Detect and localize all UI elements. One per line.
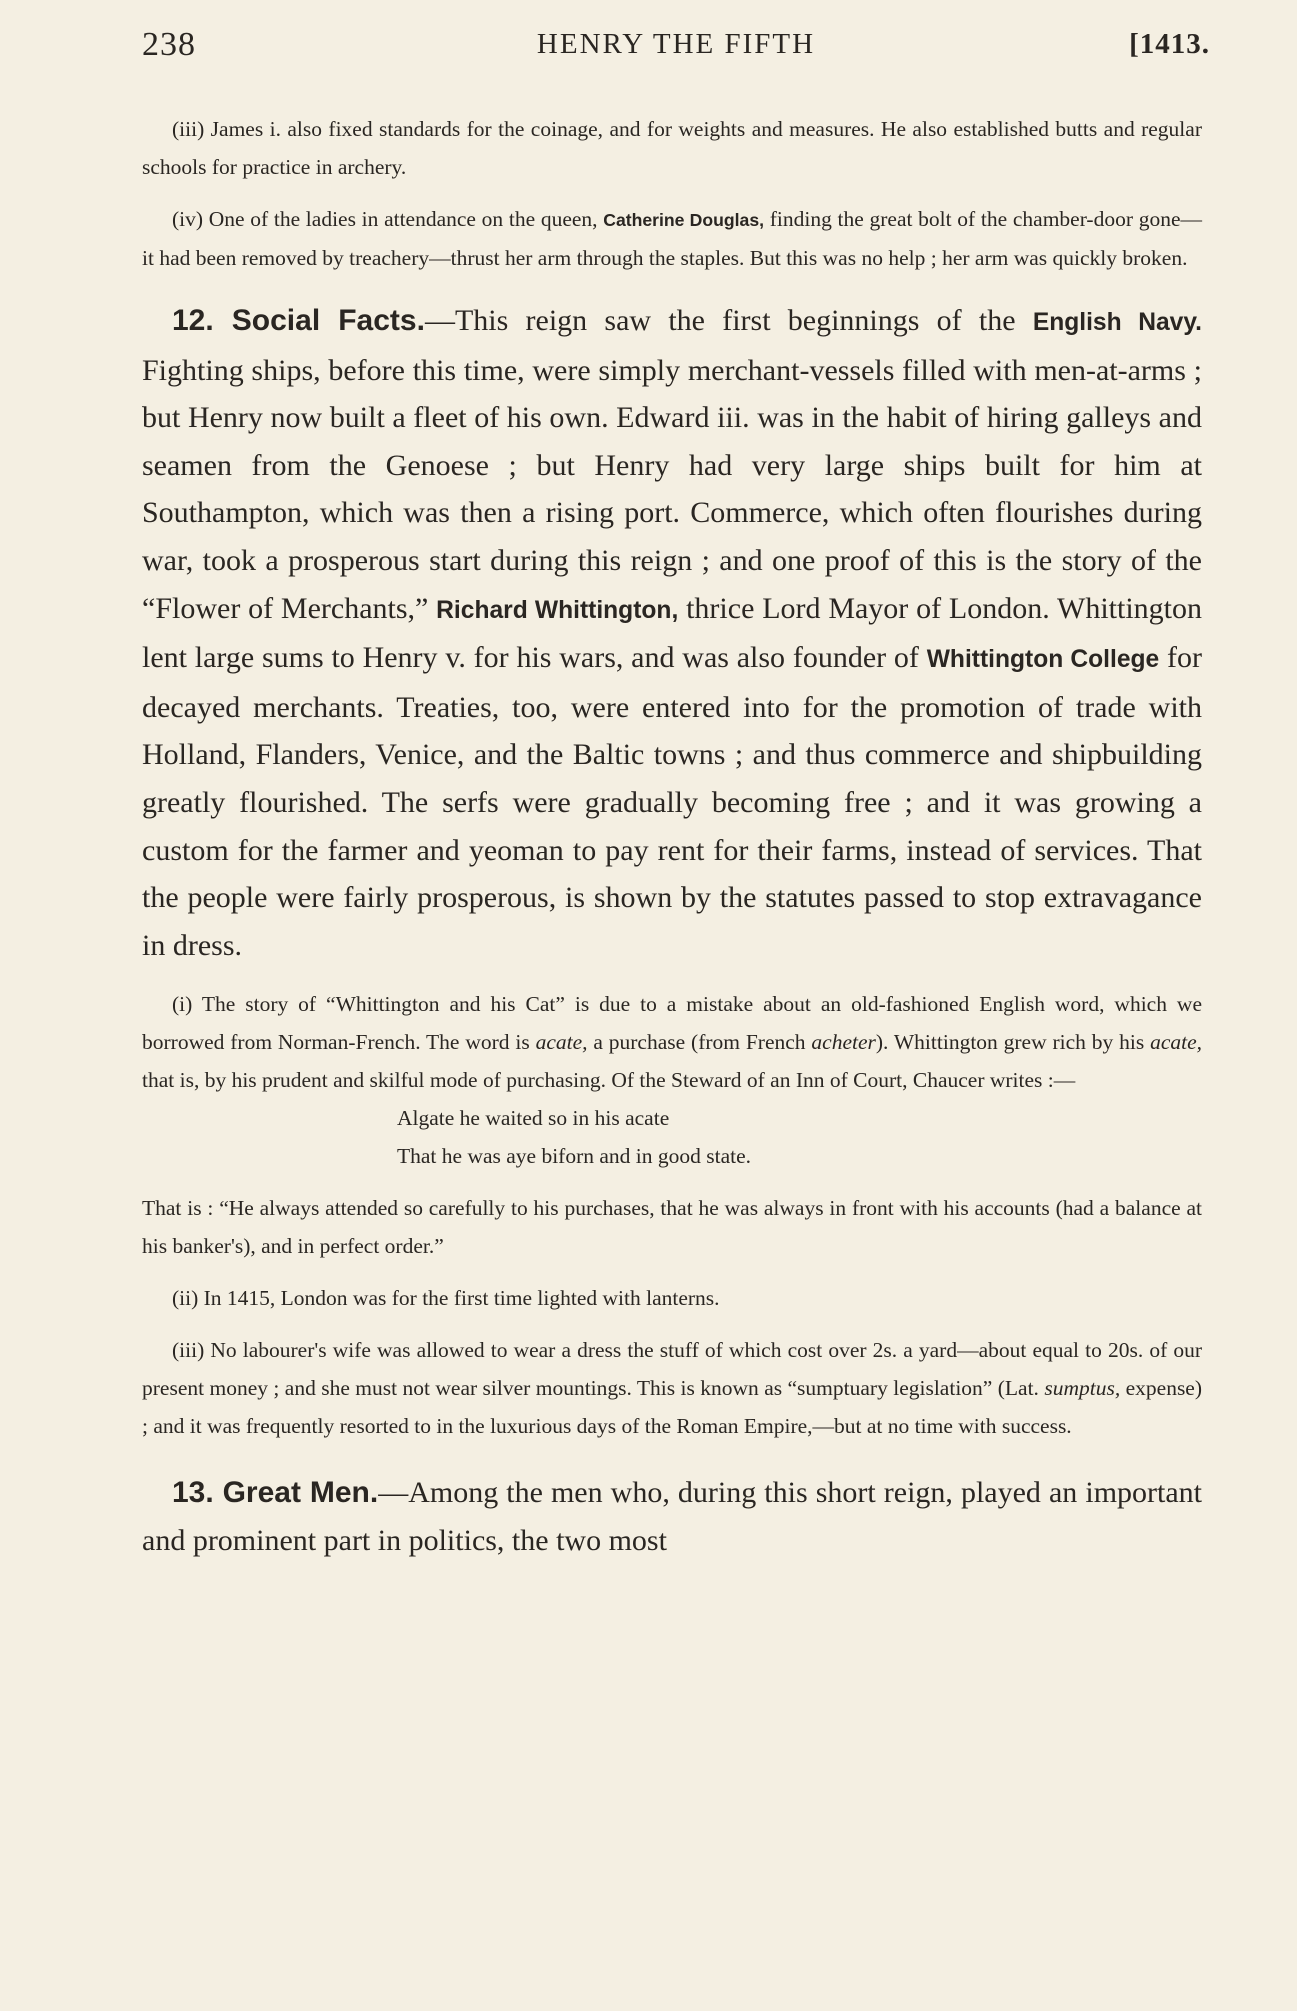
note-i-text-d: that is, by his prudent and skilful mode of purchasing. Of the Steward of an Inn of Court, Chaucer writes :— xyxy=(142,1068,1076,1093)
note-i-text-a: (i) The story of “Whittington and his Cat” is due to a mistake about an old-fashioned English word, which we borrowed from Norman-French. The word is xyxy=(142,992,1202,1055)
running-title: HENRY THE FIFTH xyxy=(536,28,816,60)
section-12-text-3: thrice Lord Mayor of London. Whittington lent large sums to Henry v. for his wars, and was also founder of xyxy=(142,591,1202,675)
chaucer-verse-line-2: That he was aye biforn and in good state. xyxy=(397,1144,752,1169)
name-catherine-douglas: Catherine Douglas, xyxy=(603,210,765,230)
note-sumptuary xyxy=(142,1331,1202,1445)
word-acate-2: acate, xyxy=(1150,1030,1203,1055)
note-iii-text-b: expense) ; and it was frequently resorted to in the luxurious days of the Roman Empire,—but at no time with success. xyxy=(142,1376,1203,1439)
term-english-navy: English Navy. xyxy=(1032,309,1203,336)
chaucer-verse-line-1: Algate he waited so in his acate xyxy=(397,1106,670,1131)
note-iv-text-b: finding the great bolt of the chamber-door gone—it had been removed by treachery—thrust her arm through the staples. But this was no help ; her arm was quickly broken. xyxy=(142,207,1202,270)
note-whittington-cat xyxy=(142,985,1202,1099)
note-iii-text: (iii) James i. also fixed standards for the coinage, and for weights and measures. He also established butts and regular schools for practice in archery. xyxy=(142,117,1202,179)
section-12-text-1: —This reign saw the first beginnings of the xyxy=(424,304,1016,337)
section-12-heading: 12. Social Facts. xyxy=(172,304,425,337)
section-12-text-2: Fighting ships, before this time, were simply merchant-vessels filled with men-at-arms ; but Henry now built a fleet of his own. Edward iii. was in the habit of hiring galleys and seamen from the Genoese ; but Henry had very large ships built for him at Southampton, which was then a rising port. Commerce, which often flourishes during war, took a prosperous start during this reign ; and one proof of this is the story of the “Flower of Merchants,” xyxy=(142,353,1202,625)
section-13-heading: 13. Great Men. xyxy=(172,1476,379,1510)
term-richard-whittington: Richard Whittington, xyxy=(436,596,679,624)
section-13-text-1: —Among the men who, during this short reign, played an important and prominent part in politics, the two most xyxy=(142,1476,1203,1557)
word-acate: acate, xyxy=(535,1030,588,1055)
note-iii-text-a: (iii) No labourer's wife was allowed to wear a dress the stuff of which cost over 2s. a yard—about equal to 20s. of our present money ; and she must not wear silver mountings. This is known as “sumptuary legislation” (Lat. xyxy=(142,1338,1202,1401)
term-whittington-college: Whittington College xyxy=(926,646,1160,674)
word-acheter: acheter xyxy=(811,1030,876,1055)
section-13-paragraph xyxy=(142,1469,1202,1564)
running-header xyxy=(142,26,1210,70)
header-year: [1413. xyxy=(1129,28,1210,60)
note-lanterns: (ii) In 1415, London was for the first time lighted with lanterns. xyxy=(172,1286,720,1311)
note-james-standards xyxy=(142,110,1202,186)
page-body xyxy=(142,110,1202,1565)
note-i-text-c: ). Whittington grew rich by his xyxy=(875,1030,1145,1055)
section-12-paragraph xyxy=(142,297,1202,969)
section-12-text-4: for decayed merchants. Treaties, too, were entered into for the promotion of trade with Holland, Flanders, Venice, and the Baltic towns ; and thus commerce and shipbuilding greatly flourished. The serfs were gradually becoming free ; and it was growing a custom for the farmer and yeoman to pay rent for their farms, instead of services. That the people were fairly prosperous, is shown by the statutes passed to stop extravagance in dress. xyxy=(142,641,1202,962)
note-that-is: That is : “He always attended so carefully to his purchases, that he was always in front with his accounts (had a balance at his banker's), and in perfect order.” xyxy=(142,1196,1202,1259)
section-12-notes xyxy=(142,985,1202,1445)
note-i-text-b: a purchase (from French xyxy=(593,1030,806,1055)
note-iv-text-a: (iv) One of the ladies in attendance on the queen, xyxy=(172,207,598,231)
note-catherine-douglas xyxy=(142,200,1202,277)
word-sumptus: sumptus, xyxy=(1044,1376,1121,1401)
page-number: 238 xyxy=(142,26,196,63)
